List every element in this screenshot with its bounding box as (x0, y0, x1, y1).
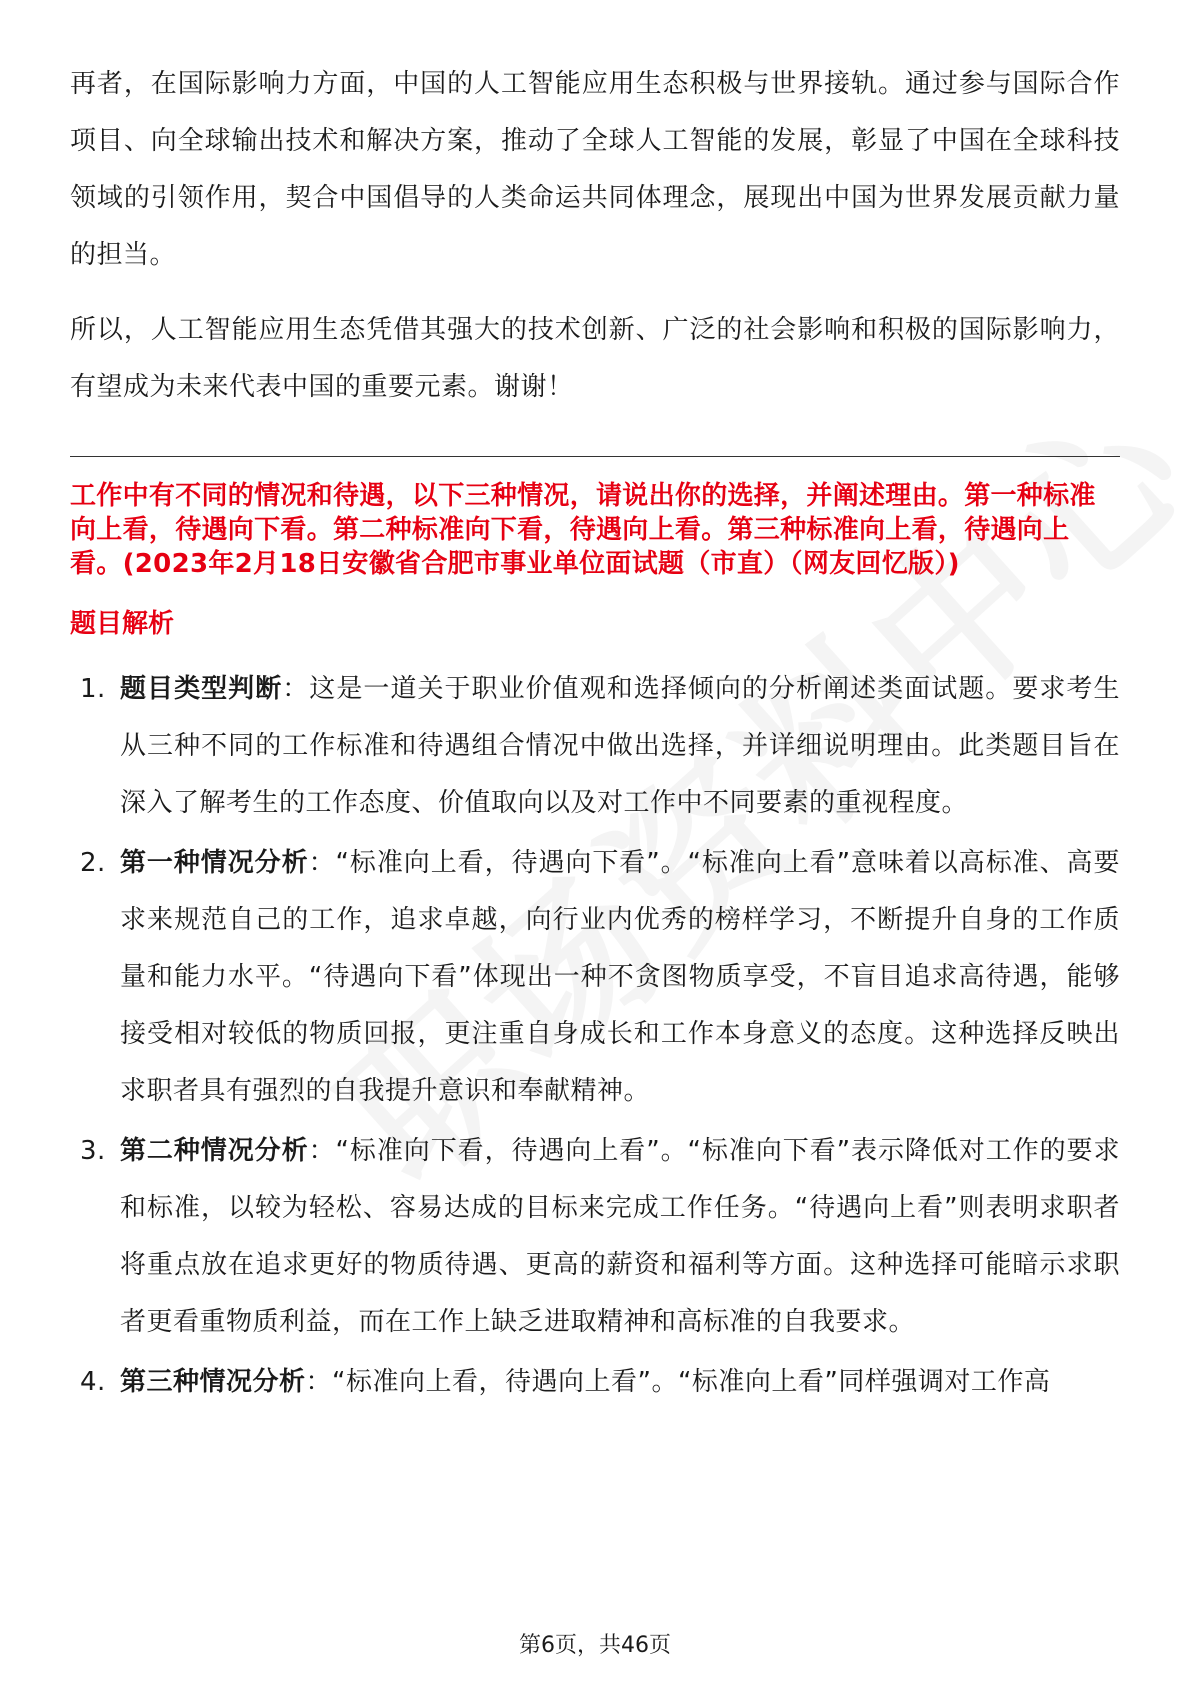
paragraph-conclusion: 所以，人工智能应用生态凭借其强大的技术创新、广泛的社会影响和积极的国际影响力，有望成为未来代表中国的重要元素。谢谢！ (70, 315, 1120, 402)
list-item (70, 1123, 1120, 1351)
list-item-title: 题目类型判断 (120, 674, 283, 704)
page-content (70, 56, 1120, 1414)
list-item-text: ：“标准向下看，待遇向上看”。“标准向下看”表示降低对工作的要求和标准，以较为轻松、容易达成的目标来完成工作任务。“待遇向上看”则表明求职者将重点放在追求更好的物质待遇、更高的薪资和福利等方面。这种选择可能暗示求职者更看重物质利益，而在工作上缺乏进取精神和高标准的自我要求。 (120, 1136, 1120, 1337)
list-number: 1. (80, 674, 106, 704)
list-item-title: 第一种情况分析 (120, 848, 309, 878)
list-item-text: ：“标准向上看，待遇向上看”。“标准向上看”同样强调对工作高 (305, 1367, 1051, 1397)
list-number: 3. (80, 1136, 106, 1166)
section-divider (70, 456, 1120, 457)
list-number: 4. (80, 1367, 106, 1397)
list-item-text: ：这是一道关于职业价值观和选择倾向的分析阐述类面试题。要求考生从三种不同的工作标准和待遇组合情况中做出选择，并详细说明理由。此类题目旨在深入了解考生的工作态度、价值取向以及对工作中不同要素的重视程度。 (120, 674, 1120, 818)
list-item (70, 835, 1120, 1120)
analysis-list (70, 661, 1120, 1411)
paragraph-international-influence: 再者，在国际影响力方面，中国的人工智能应用生态积极与世界接轨。通过参与国际合作项目、向全球输出技术和解决方案，推动了全球人工智能的发展，彰显了中国在全球科技领域的引领作用，契合中国倡导的人类命运共同体理念，展现出中国为世界发展贡献力量的担当。 (70, 69, 1120, 270)
list-item (70, 661, 1120, 832)
interview-question: 工作中有不同的情况和待遇，以下三种情况，请说出你的选择，并阐述理由。第一种标准向上看，待遇向下看。第二种标准向下看，待遇向上看。第三种标准向上看，待遇向上看。(2023年2月18日安徽省合肥市事业单位面试题（市直）（网友回忆版）) (70, 481, 1096, 579)
list-item-text: ：“标准向上看，待遇向下看”。“标准向上看”意味着以高标准、高要求来规范自己的工作，追求卓越，向行业内优秀的榜样学习，不断提升自身的工作质量和能力水平。“待遇向下看”体现出一种不贪图物质享受，不盲目追求高待遇，能够接受相对较低的物质回报，更注重自身成长和工作本身意义的态度。这种选择反映出求职者具有强烈的自我提升意识和奉献精神。 (120, 848, 1120, 1106)
list-item (70, 1354, 1120, 1411)
list-number: 2. (80, 848, 106, 878)
list-item-title: 第三种情况分析 (120, 1367, 306, 1397)
list-item-title: 第二种情况分析 (120, 1136, 309, 1166)
section-title: 题目解析 (70, 609, 175, 639)
page-number: 第6页，共46页 (519, 1633, 671, 1658)
